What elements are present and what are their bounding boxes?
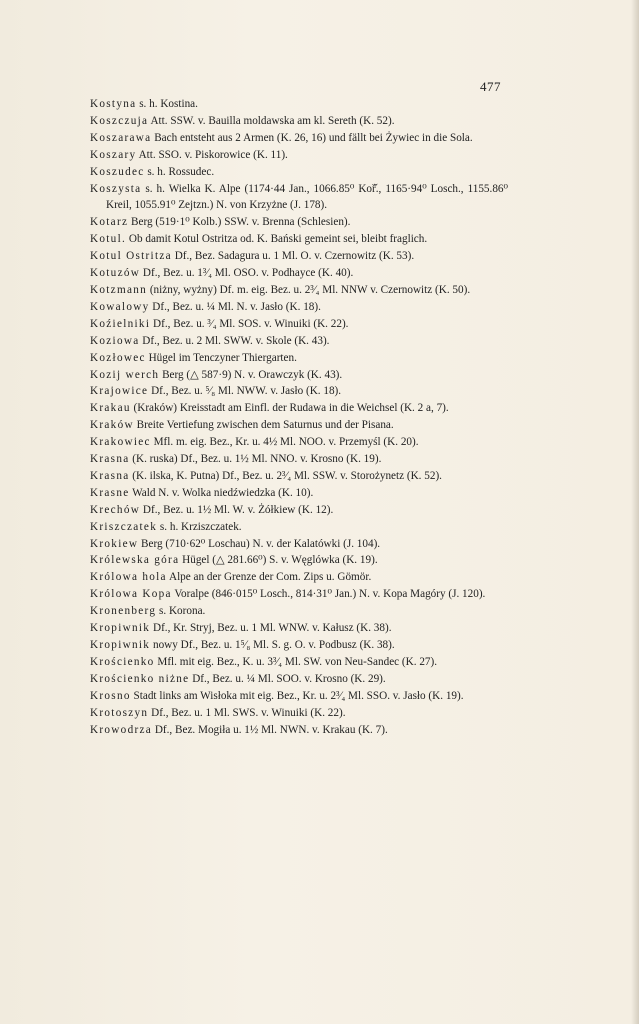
entry-headword: Krościenko niżne	[90, 672, 190, 685]
gazetteer-entry	[90, 468, 508, 485]
entry-text: Berg (710·62⁰ Loschau) N. v. der Kalatówki (J. 104).	[138, 537, 381, 550]
entry-text: Mfl. m. eig. Bez., Kr. u. 4½ Ml. NOO. v. Przemyśl (K. 20).	[150, 436, 419, 449]
entry-text: Df., Bez. u. 1³⁄₄ Ml. OSO. v. Podhayce (K. 40).	[140, 267, 354, 280]
entry-text: Df., Bez. u. ¼ Ml. SOO. v. Krosno (K. 29).	[189, 672, 386, 685]
gazetteer-entry	[90, 147, 508, 164]
entry-text: Voralpe (846·015⁰ Losch., 814·31⁰ Jan.) N. v. Kopa Magóry (J. 120).	[171, 588, 486, 601]
gazetteer-entry	[90, 214, 508, 231]
gazetteer-entry	[90, 620, 508, 637]
entry-text: Bach entsteht aus 2 Armen (K. 26, 16) und fällt bei Żywiec in die Sola.	[151, 131, 473, 144]
entry-text: Df., Bez. u. 1½ Ml. W. v. Żółkiew (K. 12).	[140, 503, 334, 516]
gazetteer-entry	[90, 333, 508, 350]
entry-headword: Kozij werch	[90, 368, 160, 381]
entry-headword: Kozłowec	[90, 351, 146, 364]
entry-text: s. h. Krziszczatek.	[157, 520, 242, 533]
entry-headword: Krakau	[90, 402, 131, 415]
gazetteer-entry	[90, 603, 508, 620]
entry-headword: Koziowa	[90, 334, 140, 347]
entry-text: Ob damit Kotul Ostritza od. K. Bański gemeint sei, bleibt fraglich.	[126, 233, 428, 246]
entry-headword: Kostyna	[90, 98, 137, 110]
entry-text: (K. ruska) Df., Bez. u. 1½ Ml. NNO. v. Krosno (K. 19).	[129, 453, 382, 466]
gazetteer-entry	[90, 350, 508, 367]
entry-headword: Koszysta	[90, 182, 142, 195]
gazetteer-entry	[90, 654, 508, 671]
spine-shadow	[631, 0, 639, 1024]
entry-headword: Kotarz	[90, 216, 129, 229]
entry-text: s. Korona.	[156, 605, 206, 618]
entry-headword: Kraków	[90, 419, 134, 432]
entry-headword: Koszary	[90, 148, 137, 161]
gazetteer-entry	[90, 586, 508, 603]
entry-text: Alpe an der Grenze der Com. Zips u. Gömör.	[166, 571, 372, 584]
entry-headword: Krotoszyn	[90, 706, 149, 719]
gazetteer-entry	[90, 434, 508, 451]
entry-text: nowy Df., Bez. u. 1⁵⁄₈ Ml. S. g. O. v. Podbusz (K. 38).	[150, 639, 395, 651]
entry-text: Df., Bez. u. 2 Ml. SWW. v. Skole (K. 43).	[139, 334, 330, 347]
entry-text: s. h. Rossudec.	[144, 165, 215, 178]
entry-headword: Kotzmann	[90, 283, 148, 296]
gazetteer-entry	[90, 722, 508, 739]
entry-text: Berg (△ 587·9) N. v. Orawczyk (K. 43).	[159, 368, 343, 381]
entry-headword: Kowalowy	[90, 300, 150, 313]
gazetteer-entries	[90, 96, 508, 738]
entry-text: Df., Bez. u. ¼ Ml. N. v. Jasło (K. 18).	[149, 300, 321, 313]
gazetteer-entry	[90, 367, 508, 384]
gazetteer-entry	[90, 705, 508, 722]
entry-headword: Królowa hola	[90, 571, 167, 584]
entry-text: Df., Bez. Mogiła u. 1½ Ml. NWN. v. Krakau (K. 7).	[152, 723, 388, 736]
entry-text: (K. ilska, K. Putna) Df., Bez. u. 2³⁄₄ Ml. SSW. v. Storożynetz (K. 52).	[129, 469, 442, 482]
entry-headword: Królowa Kopa	[90, 588, 172, 601]
entry-headword: Kropiwnik	[90, 622, 151, 635]
gazetteer-entry	[90, 637, 508, 654]
entry-text: Att. SSO. v. Piskorowice (K. 11).	[136, 148, 288, 161]
gazetteer-entry	[90, 671, 508, 688]
entry-text: s. h. Wielka K. Alpe (1174·44 Jan., 1066.85⁰ Koř̌., 1165·94⁰ Losch., 1155.86⁰ Kreil, 1055.91⁰ Zejtzn.) N. von Krzyżne (J. 178).	[106, 182, 508, 212]
entry-headword: Krokiew	[90, 537, 139, 550]
entry-headword: Krościenko	[90, 655, 155, 668]
gazetteer-entry	[90, 96, 508, 113]
entry-text: Stadt links am Wisłoka mit eig. Bez., Kr. u. 2³⁄₄ Ml. SSO. v. Jasło (K. 19).	[130, 689, 464, 702]
entry-text: Df., Bez. Sadagura u. 1 Ml. O. v. Czernowitz (K. 53).	[171, 250, 415, 263]
entry-headword: Koźielniki	[90, 317, 151, 330]
gazetteer-entry	[90, 265, 508, 282]
entry-text: Df., Bez. u. ³⁄₄ Ml. SOS. v. Winuiki (K. 22).	[150, 317, 349, 330]
entry-text: Berg (519·1⁰ Kolb.) SSW. v. Brenna (Schlesien).	[128, 216, 351, 229]
gazetteer-entry	[90, 113, 508, 130]
entry-text: Df., Kr. Stryj, Bez. u. 1 Ml. WNW. v. Kałusz (K. 38).	[150, 622, 392, 635]
gazetteer-entry	[90, 502, 508, 519]
entry-text: (niżny, wyżny) Df. m. eig. Bez. u. 2³⁄₄ Ml. NNW v. Czernowitz (K. 50).	[147, 283, 471, 296]
gazetteer-entry	[90, 299, 508, 316]
entry-headword: Kotuzów	[90, 267, 141, 280]
entry-headword: Koszczuja	[90, 114, 149, 127]
gazetteer-entry	[90, 569, 508, 586]
gazetteer-entry	[90, 282, 508, 299]
entry-text: Df., Bez. u. ⁵⁄₈ Ml. NWW. v. Jasło (K. 18).	[148, 385, 342, 398]
gazetteer-entry	[90, 519, 508, 536]
gazetteer-entry	[90, 248, 508, 265]
entry-text: s. h. Kostina.	[136, 98, 198, 110]
entry-headword: Kropiwnik	[90, 639, 151, 651]
gazetteer-entry	[90, 417, 508, 434]
gazetteer-entry	[90, 130, 508, 147]
entry-headword: Koszarawa	[90, 131, 152, 144]
entry-text: Mfl. mit eig. Bez., K. u. 3³⁄₄ Ml. SW. von Neu-Sandec (K. 27).	[154, 655, 438, 668]
entry-headword: Koszudec	[90, 165, 145, 178]
entry-headword: Krasne	[90, 486, 130, 499]
gazetteer-entry	[90, 688, 508, 705]
entry-headword: Krasna	[90, 469, 130, 482]
gazetteer-entry	[90, 383, 508, 400]
entry-headword: Kronenberg	[90, 605, 157, 618]
entry-headword: Krakowiec	[90, 436, 151, 449]
gazetteer-entry	[90, 451, 508, 468]
gazetteer-entry	[90, 164, 508, 181]
entry-text: Df., Bez. u. 1 Ml. SWS. v. Winuiki (K. 22).	[148, 706, 346, 719]
entry-text: Wald N. v. Wolka niedźwiedzka (K. 10).	[129, 486, 314, 499]
gazetteer-entry	[90, 485, 508, 502]
entry-text: Hügel im Tenczyner Thiergarten.	[145, 351, 297, 364]
entry-headword: Królewska góra	[90, 554, 180, 567]
entry-text: (Kraków) Kreisstadt am Einfl. der Rudawa in die Weichsel (K. 2 a, 7).	[130, 402, 449, 415]
gazetteer-entry	[90, 536, 508, 553]
entry-headword: Kotul Ostritza	[90, 250, 172, 263]
entry-headword: Krasna	[90, 453, 130, 466]
entry-headword: Krosno	[90, 689, 131, 702]
entry-text: Hügel (△ 281.66⁰) S. v. Węglówka (K. 19).	[179, 554, 378, 567]
gazetteer-entry	[90, 552, 508, 569]
entry-headword: Krajowice	[90, 385, 149, 398]
gazetteer-entry	[90, 316, 508, 333]
entry-headword: Kriszczatek	[90, 520, 158, 533]
entry-headword: Krechów	[90, 503, 141, 516]
gazetteer-entry	[90, 231, 508, 248]
page-number: 477	[480, 79, 501, 94]
entry-text: Att. SSW. v. Bauilla moldawska am kl. Sereth (K. 52).	[148, 114, 395, 127]
gazetteer-entry	[90, 400, 508, 417]
entry-headword: Krowodrza	[90, 723, 153, 736]
gazetteer-entry	[90, 181, 508, 215]
entry-text: Breite Vertiefung zwischen dem Saturnus und der Pisana.	[133, 419, 394, 432]
entry-headword: Kotul.	[90, 233, 127, 246]
